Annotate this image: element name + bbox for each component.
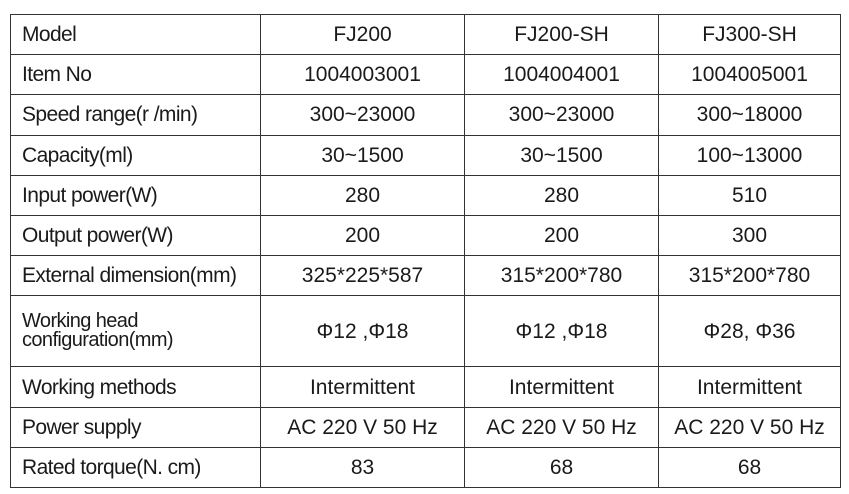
table-cell: Φ12 ,Φ18: [261, 296, 465, 367]
table-cell: AC 220 V 50 Hz: [465, 407, 659, 447]
table-cell: 280: [261, 175, 465, 215]
table-cell: 200: [465, 215, 659, 255]
table-row: [11, 447, 841, 487]
table-cell: 315*200*780: [465, 256, 659, 296]
table-row: [11, 55, 841, 95]
table-cell: 68: [659, 447, 841, 487]
table-cell: 300: [659, 215, 841, 255]
table-row: [11, 367, 841, 407]
table-cell: 1004004001: [465, 55, 659, 95]
table-cell: 300~23000: [465, 95, 659, 135]
table-row: [11, 407, 841, 447]
row-label-line: Working head: [22, 310, 138, 333]
table-row: [11, 95, 841, 135]
table-cell: Intermittent: [659, 367, 841, 407]
table-row: [11, 296, 841, 367]
row-label: Input power(W): [11, 175, 261, 215]
table-cell: 83: [261, 447, 465, 487]
row-label: Working methods: [11, 367, 261, 407]
header-cell: FJ300-SH: [659, 15, 841, 55]
table-row: [11, 215, 841, 255]
table-cell: 325*225*587: [261, 256, 465, 296]
table-cell: Intermittent: [261, 367, 465, 407]
table-cell: 30~1500: [465, 135, 659, 175]
table-row: [11, 175, 841, 215]
table-cell: 280: [465, 175, 659, 215]
table-cell: 100~13000: [659, 135, 841, 175]
header-cell: FJ200: [261, 15, 465, 55]
row-label: External dimension(mm): [11, 256, 261, 296]
table-cell: AC 220 V 50 Hz: [261, 407, 465, 447]
table-cell: 30~1500: [261, 135, 465, 175]
row-label: Power supply: [11, 407, 261, 447]
table-cell: Intermittent: [465, 367, 659, 407]
row-label: Speed range(r /min): [11, 95, 261, 135]
table-cell: 200: [261, 215, 465, 255]
row-label: Capacity(ml): [11, 135, 261, 175]
table-cell: 1004003001: [261, 55, 465, 95]
table-row: [11, 256, 841, 296]
spec-table: [10, 14, 841, 488]
header-cell: Model: [11, 15, 261, 55]
row-label: [11, 296, 261, 367]
table-cell: 68: [465, 447, 659, 487]
row-label: Rated torque(N. cm): [11, 447, 261, 487]
header-cell: FJ200-SH: [465, 15, 659, 55]
table-header-row: [11, 15, 841, 55]
row-label: Output power(W): [11, 215, 261, 255]
table-cell: 1004005001: [659, 55, 841, 95]
table-cell: Φ12 ,Φ18: [465, 296, 659, 367]
table-row: [11, 135, 841, 175]
row-label-line: configuration(mm): [22, 329, 173, 352]
table-cell: 300~23000: [261, 95, 465, 135]
table-cell: Φ28, Φ36: [659, 296, 841, 367]
row-label: Item No: [11, 55, 261, 95]
table-cell: 315*200*780: [659, 256, 841, 296]
table-cell: 510: [659, 175, 841, 215]
table-cell: AC 220 V 50 Hz: [659, 407, 841, 447]
table-cell: 300~18000: [659, 95, 841, 135]
